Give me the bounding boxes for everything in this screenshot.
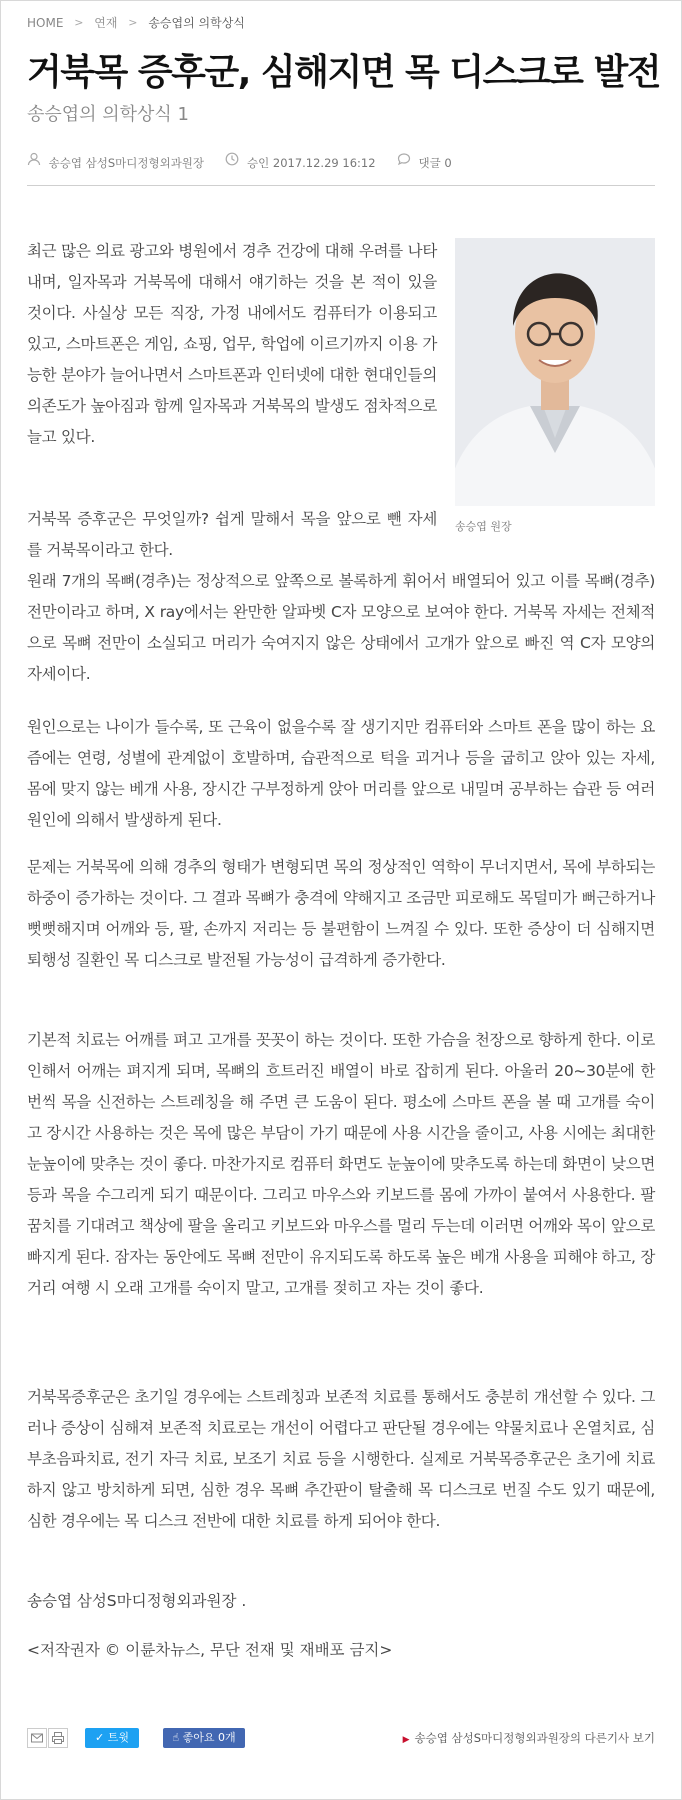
paragraph-lead: 거북목 증후군은 무엇일까? 쉽게 말해서 목을 앞으로 뺀 자세를 거북목이라고 한다. — [27, 510, 437, 559]
printer-icon — [49, 1729, 67, 1747]
divider — [27, 185, 655, 186]
author-photo — [455, 238, 655, 506]
user-icon — [27, 152, 41, 166]
like-button[interactable] — [163, 1728, 245, 1748]
chevron-right-icon: > — [128, 16, 138, 29]
photo-caption: 송승엽 원장 — [455, 520, 512, 533]
approved-date: 승인 2017.12.29 16:12 — [247, 155, 376, 170]
like-label: 좋아요 0개 — [182, 1731, 236, 1744]
author-name: 송승엽 삼성S마디정형외과원장 — [48, 155, 205, 170]
chevron-right-icon: > — [74, 16, 84, 29]
article-paragraph: 거북목증후군은 초기일 경우에는 스트레칭과 보존적 치료를 통해서도 충분히 개선할 수 있다. 그러나 증상이 심해져 보존적 치료로는 개선이 어렵다고 판단될 경우에는 약물치료나 온열치료, 심부초음파치료, 전기 자극 치료, 보조기 치료 등을 시행한다. 실제로 거북목증후군은 초기에 치료하지 않고 방치하게 되면, 심한 경우 목뼈 추간판이 탈출해 목 디스크로 번질 수도 있기 때문에, 심한 경우에는 목 디스크 전반에 대한 치료를 하게 되어야 한다. — [27, 1388, 655, 1530]
article-subtitle: 송승엽의 의학상식 1 — [27, 104, 189, 125]
article-paragraph: 원인으로는 나이가 들수록, 또 근육이 없을수록 잘 생기지만 컴퓨터와 스마트 폰을 많이 하는 요즘에는 연령, 성별에 관계없이 호발하며, 습관적으로 턱을 괴거나 등을 굽히고 앉아 있는 자세, 몸에 맞지 않는 베개 사용, 장시간 구부정하게 앉아 머리를 앞으로 내밀며 공부하는 습관 등 여러 원인에 의해서 발생하게 된다. — [27, 718, 655, 829]
author-photo-figure — [455, 238, 655, 534]
email-button[interactable] — [27, 1728, 47, 1748]
triangle-right-icon: ▶ — [402, 1735, 410, 1745]
thumbs-up-icon: ☝ — [172, 1731, 180, 1744]
paragraph-rest: 원래 7개의 목뼈(경추)는 정상적으로 앞쪽으로 볼록하게 휘어서 배열되어 있고 이를 목뼈(경추) 전만이라고 하며, X ray에서는 완만한 알파벳 C자 모양으로 보여야 한다. 거북목 자세는 전체적으로 목뼈 전만이 소실되고 머리가 숙여지지 않은 상태에서 고개가 앞으로 빠진 역 C자 모양의 자세이다. — [27, 572, 655, 683]
print-button[interactable] — [48, 1728, 68, 1748]
article-title: 거북목 증후군, 심해지면 목 디스크로 발전 — [27, 52, 661, 93]
tweet-label: 트윗 — [107, 1731, 129, 1744]
more-articles-label: 송승엽 삼성S마디정형외과원장의 다른기사 보기 — [414, 1731, 655, 1745]
breadcrumb-current[interactable]: 송승엽의 의학상식 — [148, 16, 245, 30]
clock-icon — [225, 152, 239, 166]
article-footer — [27, 1728, 655, 1750]
email-icon — [28, 1729, 46, 1747]
tweet-button[interactable] — [85, 1728, 139, 1748]
breadcrumb — [27, 14, 245, 31]
breadcrumb-section[interactable]: 연재 — [94, 16, 118, 30]
author-signature: 송승엽 삼성S마디정형외과원장 . — [27, 1592, 247, 1610]
twitter-icon: ✓ — [95, 1731, 105, 1744]
article-paragraph: 문제는 거북목에 의해 경추의 형태가 변형되면 목의 정상적인 역학이 무너지면서, 목에 부하되는 하중이 증가하는 것이다. 그 결과 목뼈가 충격에 약해지고 조금만 피로해도 목덜미가 뻐근하거나 뻣뻣해지며 어깨와 등, 팔, 손까지 저리는 등 불편함이 느껴질 수 있다. 또한 증상이 더 심해지면 퇴행성 질환인 목 디스크로 발전될 가능성이 급격하게 증가한다. — [27, 858, 655, 969]
article-paragraph: 기본적 치료는 어깨를 펴고 고개를 꼿꼿이 하는 것이다. 또한 가슴을 천장으로 향하게 한다. 이로 인해서 어깨는 펴지게 되며, 목뼈의 흐트러진 배열이 바로 잡히게 된다. 아울러 20~30분에 한 번씩 목을 신전하는 스트레칭을 해 주면 큰 도움이 된다. 평소에 스마트 폰을 볼 때 고개를 숙이고 장시간 사용하는 것은 목에 많은 부담이 가기 때문에 사용 시간을 줄이고, 사용 시에는 최대한 눈높이에 맞추는 것이 좋다. 마찬가지로 컴퓨터 화면도 눈높이에 맞추도록 하는데 화면이 낮으면 등과 목을 수그리게 되기 때문이다. 그리고 마우스와 키보드를 몸에 가까이 붙여서 사용한다. 팔꿈치를 기대려고 책상에 팔을 올리고 키보드와 마우스를 멀리 두는데 이러면 어깨와 목이 앞으로 빠지게 된다. 잠자는 동안에도 목뼈 전만이 유지되도록 하도록 높은 베개 사용을 피해야 하고, 장거리 여행 시 오래 고개를 숙이지 말고, 고개를 젖히고 자는 것이 좋다. — [27, 1031, 655, 1297]
more-articles-link[interactable] — [403, 1730, 655, 1746]
article-paragraph — [27, 504, 655, 690]
copyright-notice: <저작권자 © 이륜차뉴스, 무단 전재 및 재배포 금지> — [27, 1641, 393, 1659]
article-meta — [27, 152, 452, 171]
comment-icon — [397, 152, 411, 166]
comment-count[interactable]: 댓글 0 — [418, 155, 452, 170]
article-paragraph: 최근 많은 의료 광고와 병원에서 경추 건강에 대해 우려를 나타내며, 일자목과 거북목에 대해서 얘기하는 것을 본 적이 있을 것이다. 사실상 모든 직장, 가정 내에서도 컴퓨터가 이용되고 있고, 스마트폰은 게임, 쇼핑, 업무, 학업에 이르기까지 이용 가능한 분야가 늘어나면서 스마트폰과 인터넷에 대한 현대인들의 의존도가 높아짐과 함께 일자목과 거북목의 발생도 점차적으로 늘고 있다. — [27, 242, 437, 446]
breadcrumb-home[interactable]: HOME — [27, 15, 64, 30]
